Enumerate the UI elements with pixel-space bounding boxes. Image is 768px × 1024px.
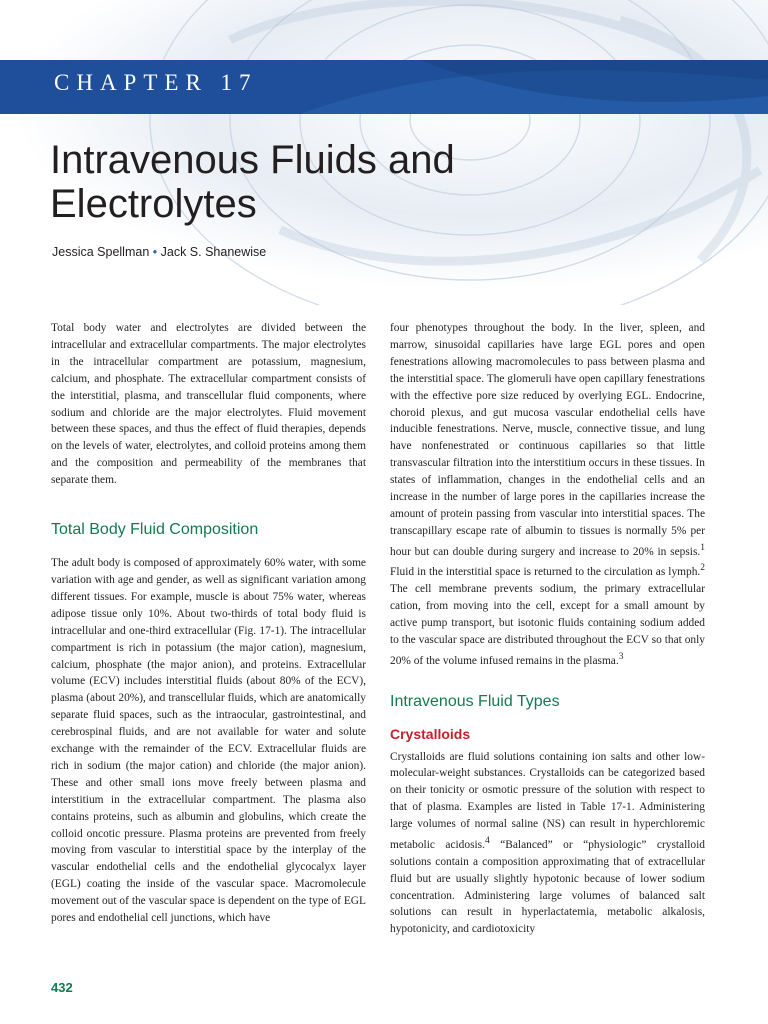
reference-superscript[interactable]: 4 xyxy=(484,836,490,847)
reference-superscript[interactable]: 1 xyxy=(700,542,705,553)
continuation-paragraph xyxy=(390,320,705,670)
chapter-title-line-2: Electrolytes xyxy=(50,182,257,226)
reference-superscript[interactable]: 3 xyxy=(618,651,624,662)
chapter-title xyxy=(50,138,690,226)
left-column xyxy=(51,320,366,927)
chapter-title-line-1: Intravenous Fluids and xyxy=(50,138,455,182)
continuation-text: four phenotypes throughout the body. In the liver, spleen, and marrow, sinusoidal capillaries have large EGL pores and open fenestrations allowing macromolecules to pass between plasma and the interstitial space. The glomeruli have open capillary fenestrations with the effective pore size reduced by overlying EGL. Endocrine, choroid plexus, and gut mucosa vascular endothelial cells have inducible fenestrations. Nerve, muscle, connective tissue, and lung have nonfenestrated or continuous capillaries so that little transvascular filtration into the interstitium occurs in these tissues. In states of inflammation, changes in the endothelial cells and an increase in the number of large pores in the capillaries increase the amount of protein passing from vascular into interstitial spaces. The transcapillary escape rate of albumin to tissues is normally 5% per hour but can double during surgery and increase to 20% in sepsis. xyxy=(390,322,705,558)
author-separator: • xyxy=(152,245,158,259)
right-column xyxy=(390,320,705,938)
intro-paragraph: Total body water and electrolytes are divided between the intracellular and extracellular compartments. The major electrolytes in the intracellular compartment are potassium, magnesium, calcium, and phosphate. The extracellular compartment consists of the interstitial, plasma, and transcellular fluid components, where sodium and chloride are the major electrolytes. Fluid movement between these spaces, and thus the effect of fluid therapies, depends on the levels of water, electrolytes, and colloid proteins among them and the composition and permeability of the membranes that separate them. xyxy=(51,322,366,487)
crystalloids-paragraph xyxy=(390,749,705,939)
page-number: 432 xyxy=(51,980,73,995)
author-name: Jack S. Shanewise xyxy=(160,245,267,259)
crystalloids-text: Crystalloids are fluid solutions containing ion salts and other low-molecular-weight substances. Crystalloids can be categorized based on their tonicity or osmotic pressure of the solution with respect to that of plasma. Examples are listed in Table 17-1. Administering large volumes of normal saline (NS) can result in hyperchloremic metabolic acidosis. xyxy=(390,750,705,851)
section-heading-total-body-fluid: Total Body Fluid Composition xyxy=(51,521,259,539)
subsection-heading-crystalloids: Crystalloids xyxy=(390,725,471,742)
continuation-text: Fluid in the interstitial space is returned to the circulation as lymph. xyxy=(390,566,701,579)
crystalloids-text: “Balanced” or “physiologic” crystalloid solutions contain a composition approximating that of extracellular fluid but are usually slightly hypotonic because of lower sodium concentration. Administering large volumes of balanced salt solutions can result in hyperlactatemia, metabolic alkalosis, hypotonicity, and cardiotoxicity xyxy=(390,838,705,936)
continuation-text: The cell membrane prevents sodium, the primary extracellular cation, from moving into the cell, except for a small amount by active pump transport, but isotonic fluids containing sodium added to the vascular space are distributed throughout the ECV so that only 20% of the volume infused remains in the plasma. xyxy=(390,583,705,667)
section-heading-fluid-types: Intravenous Fluid Types xyxy=(390,692,560,710)
reference-superscript[interactable]: 2 xyxy=(700,563,705,574)
author-line xyxy=(52,245,266,259)
author-name: Jessica Spellman xyxy=(52,245,150,259)
body-paragraph: The adult body is composed of approximately 60% water, with some variation with age and gender, as well as significant variation among different tissues. For example, muscle is about 75% water, whereas adipose tissue only 10%. About two-thirds of total body fluid is intracellular and one-third extracellular (Fig. 17-1). The intracellular compartment is rich in potassium (the major cation), magnesium, calcium, phosphate (the major anion), and proteins. Extracellular volume (ECV) includes interstitial fluids (about 80% of the ECV), plasma (about 20%), and transcellular fluids, which are anatomically separate fluid spaces, such as the intraocular, gastrointestinal, and cerebrospinal fluids, and are not available for water and solute exchange with the remainder of the ECV. Extracellular fluids are rich in sodium (the major cation) and chloride (the major anion). These and other small ions move freely between plasma and interstitium in the extracellular compartment. The plasma also contains proteins, such as albumin and globulins, which create the colloid oncotic pressure. Plasma proteins are prevented from freely moving from vascular to interstitial space by the interplay of the vascular endothelial cells and the endothelial glycocalyx layer (EGL) coating the inside of the vascular space. Macromolecule movement out of the vascular space is dependent on the type of EGL pores and endothelial cell junctions, which have xyxy=(51,557,366,925)
chapter-label: CHAPTER 17 xyxy=(54,70,258,95)
